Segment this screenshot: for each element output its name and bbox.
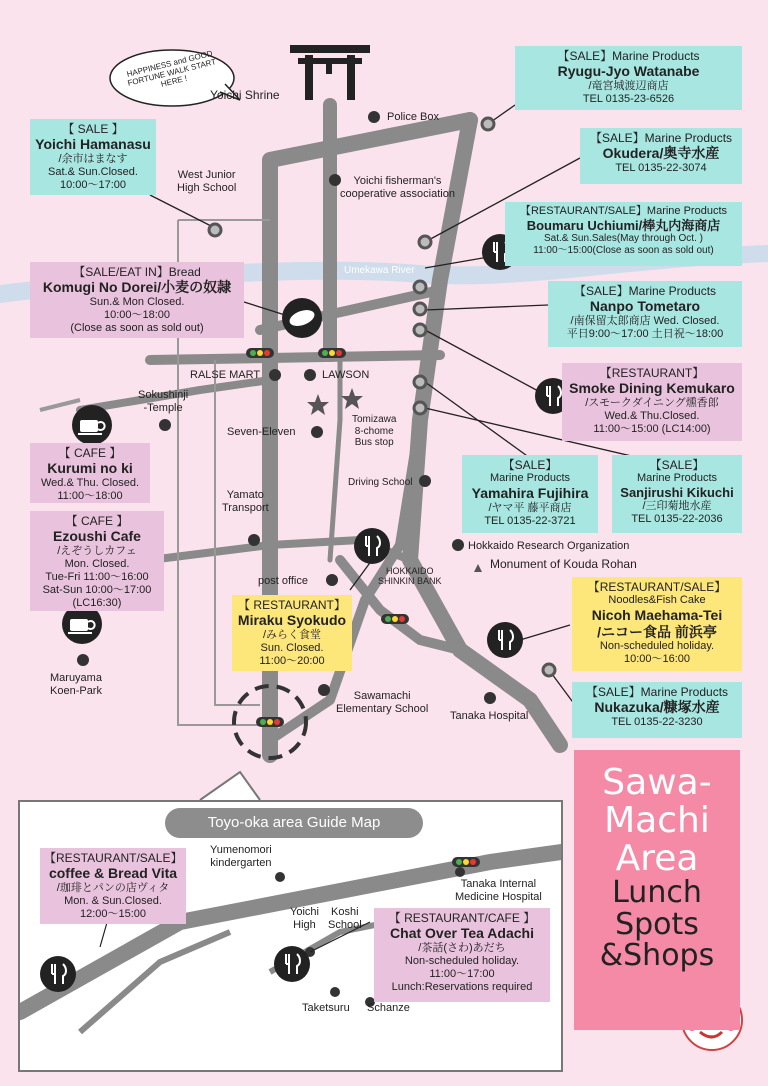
shop-detail: /三印菊地水産 bbox=[642, 500, 712, 513]
traffic-light-1 bbox=[246, 348, 274, 358]
shop-category: 【 CAFE 】 bbox=[65, 514, 129, 528]
restaurant-fork-knife-icon bbox=[274, 946, 310, 982]
inset-side-road bbox=[80, 932, 230, 1032]
shop-category: 【 SALE 】 bbox=[62, 122, 124, 136]
monument-label: Monument of Kouda Rohan bbox=[490, 557, 637, 571]
police-box-label: Police Box bbox=[387, 111, 439, 123]
shop-name: Sanjirushi Kikuchi bbox=[620, 485, 734, 501]
title-line-1: Sawa- bbox=[602, 762, 712, 803]
shop-name: Yoichi Hamanasu bbox=[35, 136, 151, 153]
shop-detail: Tue-Fri 11:00～16:00 bbox=[45, 570, 149, 583]
shop-sanjirushi-kikuchi[interactable] bbox=[612, 455, 742, 533]
shop-detail: 11:00～20:00 bbox=[259, 654, 325, 667]
shop-dot bbox=[209, 224, 221, 236]
shop-detail: 12:00～15:00 bbox=[79, 907, 147, 920]
post-office-label: post office bbox=[258, 575, 308, 587]
shop-dot bbox=[414, 376, 426, 388]
shop-detail: /南保留太郎商店 Wed. Closed. bbox=[570, 314, 720, 327]
shop-detail: (LC16:30) bbox=[72, 596, 122, 609]
shop-name: Miraku Syokudo bbox=[237, 612, 347, 629]
west-junior-label: West Junior High School bbox=[177, 169, 237, 194]
ralse-dot bbox=[269, 369, 281, 381]
shop-detail: 11:00～18:00 bbox=[57, 489, 123, 502]
shop-category: 【SALE】 bbox=[502, 458, 558, 472]
yamato-label: Yamato Transport bbox=[222, 489, 269, 514]
shop-detail: 10:00～18:00 bbox=[103, 308, 171, 321]
taketsuru-dot bbox=[330, 987, 340, 997]
shop-detail: 10:00～17:00 bbox=[59, 178, 127, 191]
tanaka-internal-dot bbox=[455, 867, 465, 877]
shinkin-bank-label: HOKKAIDO SHINKIN BANK bbox=[378, 566, 442, 587]
shop-category: 【 CAFE 】 bbox=[58, 446, 122, 460]
shop-detail: /余市はまなす bbox=[58, 152, 128, 165]
cafe-cup-icon bbox=[72, 405, 112, 445]
shop-category: 【RESTAURANT】 bbox=[599, 366, 705, 380]
shop-detail: /スモークダイニング燻香郎 bbox=[585, 396, 719, 409]
shop-name: Ezoushi Cafe bbox=[53, 528, 141, 545]
shop-name: Chat Over Tea Adachi bbox=[390, 925, 534, 942]
shop-detail: /えぞうしカフェ bbox=[57, 544, 137, 557]
yoichi-shrine-label: Yoichi Shrine bbox=[210, 88, 280, 102]
shop-boumaru-uchiumi[interactable] bbox=[505, 202, 742, 266]
ralse-mart-label: RALSE MART bbox=[190, 369, 261, 381]
shop-detail: Wed.& Thu.Closed. bbox=[604, 409, 700, 422]
shop-detail: /みらく食堂 bbox=[262, 628, 322, 641]
leader-nicoh bbox=[520, 625, 570, 640]
shop-name: Nanpo Tometaro bbox=[589, 298, 701, 315]
shop-category: 【SALE】Marine Products bbox=[585, 685, 729, 699]
restaurant-fork-knife-icon bbox=[487, 622, 523, 658]
shop-detail: /茶話(さわ)あだち bbox=[418, 941, 506, 954]
shop-name: coffee & Bread Vita bbox=[48, 865, 178, 882]
shop-detail: 11:00～15:00 (LC14:00) bbox=[593, 422, 711, 435]
leader-kemukaro bbox=[425, 330, 540, 392]
title-line-6: &Shops bbox=[599, 938, 715, 974]
shop-category: 【SALE】Marine Products bbox=[557, 49, 700, 63]
post-dot bbox=[326, 574, 338, 586]
lawson-dot bbox=[304, 369, 316, 381]
shop-detail: /珈琲とパンの店ヴィタ bbox=[56, 881, 170, 894]
torii-icon bbox=[290, 45, 370, 100]
shop-yamahira-fujihira[interactable] bbox=[462, 455, 598, 533]
hro-dot bbox=[452, 539, 464, 551]
shop-name: Boumaru Uchiumi/棒丸内海商店 bbox=[526, 217, 721, 233]
traffic-light-5 bbox=[452, 857, 480, 867]
shop-coffee-bread-vita[interactable] bbox=[40, 848, 186, 924]
seven-eleven-label: Seven-Eleven bbox=[227, 426, 296, 438]
traffic-light-2 bbox=[318, 348, 346, 358]
title-line-4: Lunch bbox=[612, 875, 702, 911]
shop-detail: 10:00～16:00 bbox=[623, 653, 691, 666]
temple-dot bbox=[159, 419, 171, 431]
inset-title-pill: Toyo-oka area Guide Map bbox=[165, 808, 423, 838]
shop-detail: TEL 0135-22-3074 bbox=[615, 161, 707, 174]
shop-detail: TEL 0135-22-3230 bbox=[611, 715, 703, 728]
bread-icon bbox=[282, 298, 322, 338]
monument-triangle bbox=[474, 564, 482, 572]
bus-stop-star bbox=[307, 394, 329, 415]
shop-name: Nicoh Maehama-Tei bbox=[591, 607, 723, 624]
hro-label: Hokkaido Research Organization bbox=[468, 540, 630, 552]
shop-name: Kurumi no ki bbox=[47, 460, 133, 477]
restaurant-fork-knife-icon bbox=[354, 528, 390, 564]
maruyama-dot bbox=[77, 654, 89, 666]
shop-detail: TEL 0135-22-2036 bbox=[631, 513, 723, 526]
yumenomori-dot bbox=[275, 872, 285, 882]
shop-detail: Sun. Closed. bbox=[260, 641, 324, 654]
yamato-dot bbox=[248, 534, 260, 546]
leader-hamanasu bbox=[150, 195, 215, 228]
bubble-text: HAPPINESS and GOOD FORTUNE WALK START HERE ! bbox=[125, 48, 217, 89]
shop-detail: Sun.& Mon Closed. bbox=[89, 295, 185, 308]
shop-detail: Sat-Sun 10:00～17:00 bbox=[42, 583, 152, 596]
shop-name: Okudera/奥寺水産 bbox=[602, 145, 720, 162]
shop-okudera[interactable] bbox=[580, 128, 742, 184]
shop-category: 【 RESTAURANT/CAFE 】 bbox=[388, 911, 536, 925]
shop-detail: Lunch:Reservations required bbox=[391, 980, 533, 993]
sokushinji-label: Sokushinji -Temple bbox=[138, 389, 189, 414]
shop-detail: (Close as soon as sold out) bbox=[70, 321, 204, 334]
shop-detail: Mon. & Sun.Closed. bbox=[64, 894, 162, 907]
school-dot bbox=[318, 684, 330, 696]
shop-detail: Non-scheduled holiday. bbox=[404, 954, 520, 967]
shop-ryugu-jyo[interactable] bbox=[515, 46, 742, 110]
shop-name: Yamahira Fujihira bbox=[471, 485, 589, 502]
title-line-3: Area bbox=[615, 837, 699, 879]
tanaka-dot bbox=[484, 692, 496, 704]
schanze-label: Schanze bbox=[367, 1002, 410, 1014]
shop-yoichi-hamanasu[interactable] bbox=[30, 119, 156, 195]
shop-detail: Non-scheduled holiday. bbox=[599, 640, 715, 653]
shop-name: Komugi No Dorei/小麦の奴隷 bbox=[42, 279, 232, 296]
yoichi-high-label: Yoichi High bbox=[290, 906, 319, 931]
shop-category: 【SALE/EAT IN】Bread bbox=[73, 265, 201, 279]
shop-category: 【 RESTAURANT】 bbox=[238, 598, 346, 612]
maruyama-label: Maruyama Koen-Park bbox=[50, 672, 102, 697]
koshi-school-label: Koshi School bbox=[328, 906, 362, 931]
shop-ezoushi-cafe[interactable] bbox=[30, 511, 164, 611]
shop-smoke-dining-kemukaro[interactable] bbox=[562, 363, 742, 441]
shop-detail: 11:00～15:00(Close as soon as sold out) bbox=[533, 245, 714, 257]
shop-subcategory: Noodles&Fish Cake bbox=[608, 594, 706, 607]
lawson-label: LAWSON bbox=[322, 369, 370, 381]
title-line-2: Machi bbox=[604, 799, 710, 841]
shop-detail: Sat.& Sun.Closed. bbox=[48, 165, 138, 178]
shop-category: 【SALE】Marine Products bbox=[573, 284, 717, 298]
shop-dot bbox=[414, 324, 426, 336]
shop-dot bbox=[482, 118, 494, 130]
shop-detail: TEL 0135-23-6526 bbox=[582, 92, 675, 105]
shop-category: 【RESTAURANT/SALE】 bbox=[44, 851, 183, 865]
inset-pointer bbox=[200, 772, 260, 800]
traffic-light-3 bbox=[381, 614, 409, 624]
shop-nukazuka[interactable] bbox=[572, 682, 742, 738]
shop-category: 【SALE】Marine Products bbox=[589, 131, 733, 145]
traffic-light-4 bbox=[256, 717, 284, 727]
shop-detail: 11:00～17:00 bbox=[429, 967, 495, 980]
yumenomori-label: Yumenomori kindergarten bbox=[210, 844, 272, 869]
shop-detail: TEL 0135-22-3721 bbox=[484, 514, 576, 527]
cross-road-2 bbox=[150, 355, 440, 360]
shop-komugi-no-dorei[interactable] bbox=[30, 262, 244, 338]
shop-detail: /竜宮城渡辺商店 bbox=[588, 79, 669, 92]
taketsuru-label: Taketsuru bbox=[302, 1002, 350, 1014]
driving-school-label: Driving School bbox=[348, 477, 413, 488]
shop-name: Smoke Dining Kemukaro bbox=[569, 380, 735, 397]
river-label: Umekawa River bbox=[344, 265, 415, 276]
seven-dot bbox=[311, 426, 323, 438]
shop-detail: Wed.& Thu. Closed. bbox=[40, 476, 140, 489]
tanaka-internal-label: Tanaka Internal Medicine Hospital bbox=[455, 878, 542, 903]
shop-dot bbox=[543, 664, 555, 676]
shop-nicoh-maehama-tei[interactable] bbox=[572, 577, 742, 671]
shop-dot bbox=[414, 402, 426, 414]
shop-name: Nukazuka/糠塚水産 bbox=[594, 699, 720, 716]
sawamachi-school-label: Sawamachi Elementary School bbox=[336, 690, 429, 715]
minor-road-1 bbox=[330, 355, 340, 560]
shop-nanpo-tometaro[interactable] bbox=[548, 281, 742, 347]
shop-dot bbox=[414, 303, 426, 315]
title-panel bbox=[574, 750, 740, 1030]
tomizawa-bus-label: Tomizawa 8-chome Bus stop bbox=[352, 414, 397, 448]
shop-subcategory: Marine Products bbox=[636, 472, 718, 485]
shop-detail: Sat.& Sun.Sales(May through Oct. ) bbox=[544, 233, 703, 245]
shop-detail: /ニコー食品 前浜亭 bbox=[597, 623, 717, 640]
shop-detail: Mon. Closed. bbox=[64, 557, 130, 570]
shop-category: 【SALE】 bbox=[649, 458, 705, 472]
shop-kurumi-no-ki[interactable] bbox=[30, 443, 150, 503]
title-line-5: Spots bbox=[615, 906, 699, 942]
shop-miraku-syokudo[interactable] bbox=[232, 595, 352, 671]
bus-stop-star bbox=[341, 388, 363, 409]
shop-chat-over-tea-adachi[interactable] bbox=[374, 908, 550, 1002]
driving-dot bbox=[419, 475, 431, 487]
police-dot bbox=[368, 111, 380, 123]
shop-detail: 平日9:00～17:00 土日祝～18:00 bbox=[566, 327, 724, 340]
thin-road-4 bbox=[40, 400, 80, 410]
tanaka-hospital-label: Tanaka Hospital bbox=[450, 710, 529, 722]
shop-category: 【RESTAURANT/SALE】Marine Products bbox=[519, 205, 728, 217]
shop-subcategory: Marine Products bbox=[489, 472, 571, 485]
shop-name: Ryugu-Jyo Watanabe bbox=[557, 63, 700, 80]
toyo-oka-inset-map bbox=[18, 800, 563, 1072]
shop-detail: /ヤマ平 藤平商店 bbox=[488, 501, 572, 514]
shop-dot bbox=[419, 236, 431, 248]
fisherman-coop-label: Yoichi fisherman's cooperative association bbox=[340, 175, 455, 200]
restaurant-fork-knife-icon bbox=[40, 956, 76, 992]
shop-category: 【RESTAURANT/SALE】 bbox=[587, 580, 727, 594]
shop-dot bbox=[414, 281, 426, 293]
